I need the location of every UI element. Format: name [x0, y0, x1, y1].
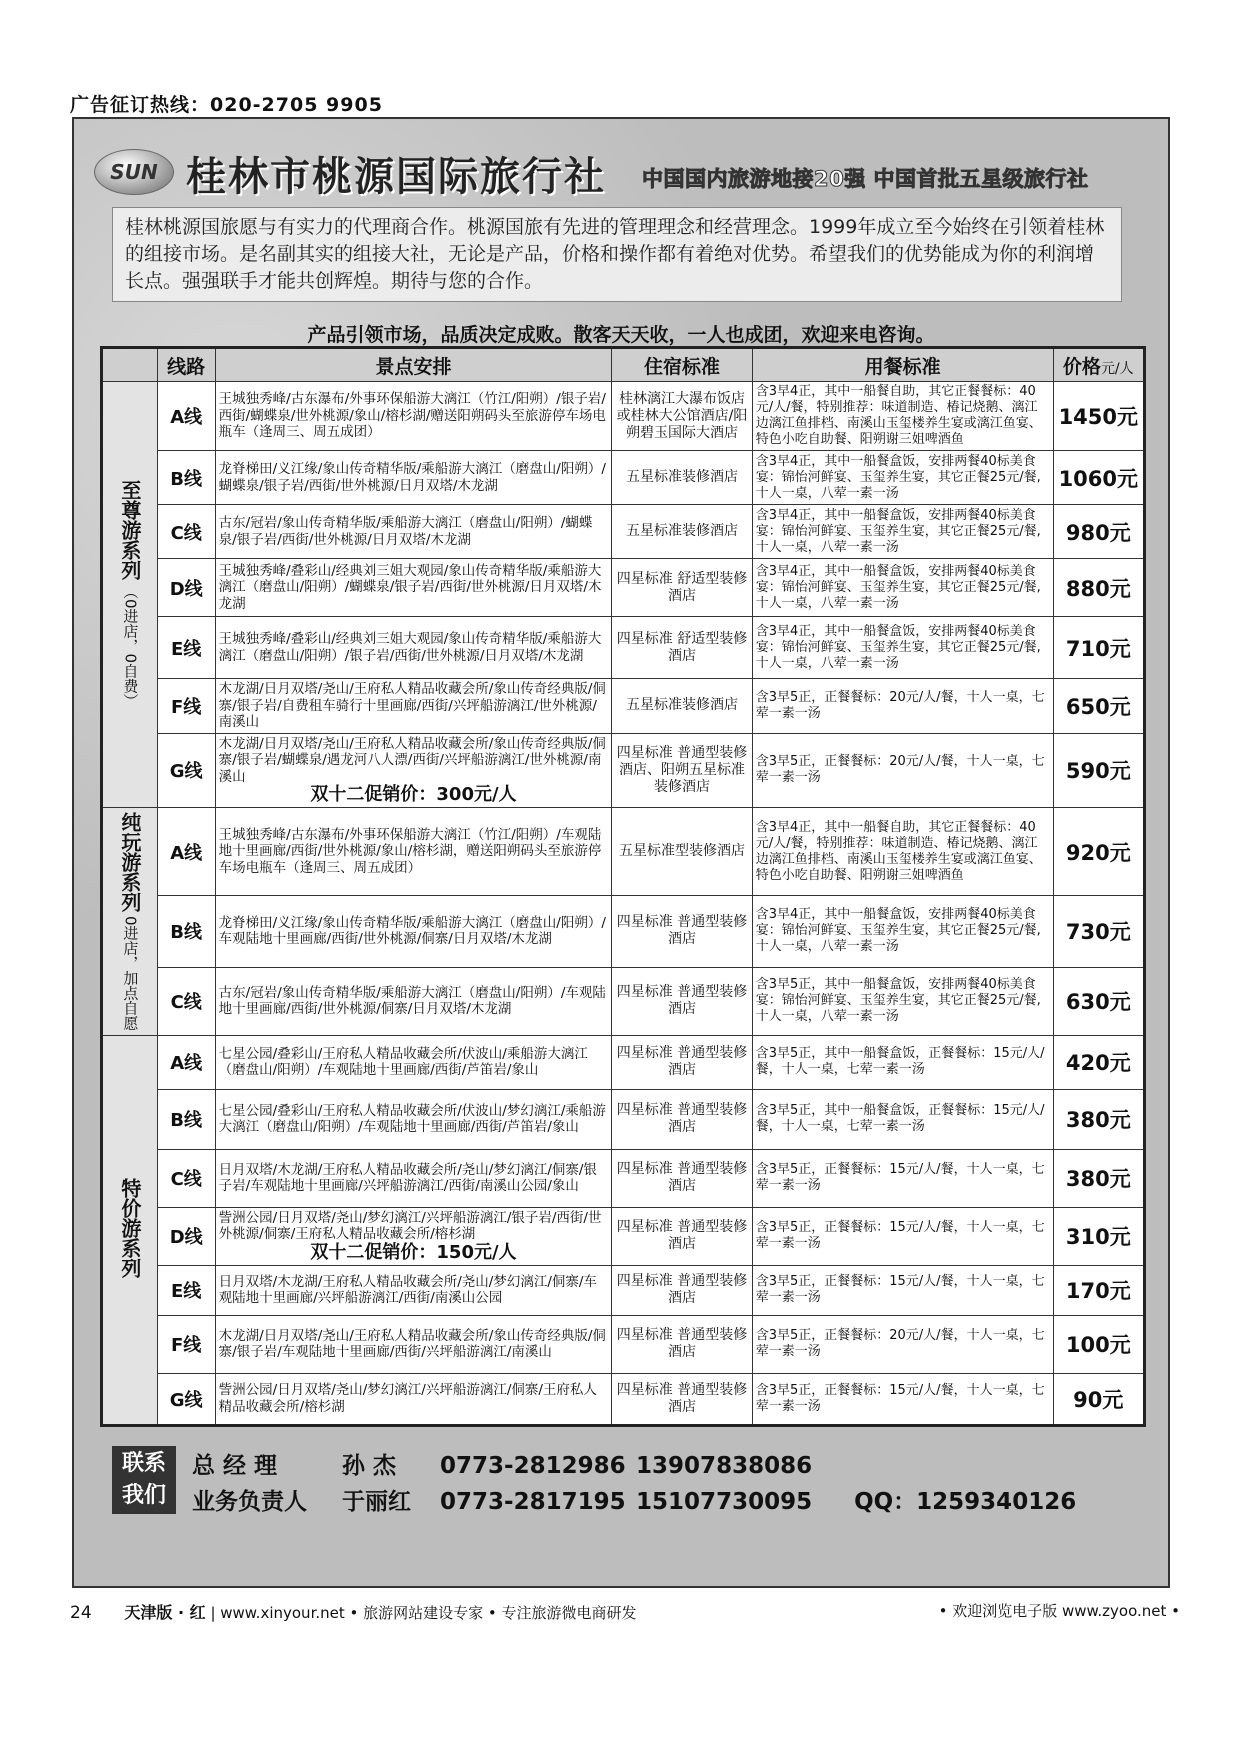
table-row: [102, 505, 1145, 559]
route-meal: 含3早5正，正餐餐标：15元/人/餐，十人一桌，七荤一素一汤: [752, 1373, 1053, 1425]
table-row: [102, 1149, 1145, 1207]
header-series: [102, 348, 158, 382]
route-meal: 含3早4正，其中一船餐盒饭，安排两餐40标美食宴：锦怡河鲜宴、玉玺养生宴，其它正餐25元/餐,十人一桌，八荤一素一汤: [752, 451, 1053, 505]
header-line: 线路: [157, 348, 215, 382]
route-price: 590元: [1053, 733, 1144, 808]
route-line: A线: [157, 808, 215, 896]
route-scenic: [215, 1315, 612, 1373]
contact-business: [192, 1483, 1076, 1516]
series-label: [102, 808, 158, 1036]
table-row: [102, 451, 1145, 505]
footer-left-text[interactable]: | www.xinyour.net • 旅游网站建设专家 • 专注旅游微电商研发: [210, 1604, 637, 1622]
business-mobile: 15107730095: [636, 1489, 813, 1515]
route-price: 380元: [1053, 1089, 1144, 1149]
route-hotel: 四星标准 舒适型装修酒店: [612, 559, 752, 617]
route-scenic: [215, 808, 612, 896]
footer-right-text[interactable]: • 欢迎浏览电子版 www.zyoo.net •: [938, 1602, 1180, 1620]
route-scenic: [215, 505, 612, 559]
route-meal: 含3早5正，正餐餐标：20元/人/餐，十人一桌，七荤一素一汤: [752, 679, 1053, 734]
route-price: 710元: [1053, 617, 1144, 679]
route-meal: 含3早5正，正餐餐标：20元/人/餐，十人一桌，七荤一素一汤: [752, 1315, 1053, 1373]
header-meal: 用餐标准: [752, 348, 1053, 382]
route-line: B线: [157, 896, 215, 968]
table-row: [102, 896, 1145, 968]
route-meal: 含3早4正，其中一船餐自助，其它正餐餐标：40元/人/餐，特别推荐：味道制造、椿记烧鹅、漓江边漓江鱼排档、南溪山玉玺楼养生宴或漓江鱼宴、特色小吃自助餐、阳朔谢三姐啤酒鱼: [752, 382, 1053, 451]
route-scenic: [215, 1265, 612, 1315]
scenic-text: 木龙湖/日月双塔/尧山/王府私人精品收藏会所/象山传奇经典版/侗寨/银子岩/蝴蝶泉/遇龙河八人漂/西街/兴坪船游漓江/世外桃源/南溪山: [218, 735, 606, 785]
page-footer: [70, 1600, 1180, 1623]
company-logo-icon: SUN: [94, 149, 174, 195]
table-row: [102, 733, 1145, 808]
route-hotel: 五星标准型装修酒店: [612, 808, 752, 896]
route-meal: 含3早5正，其中一船餐盒饭，安排两餐40标美食宴：锦怡河鲜宴、玉玺养生宴，其它正餐25元/餐,十人一桌，八荤一素一汤: [752, 967, 1053, 1035]
table-row: [102, 1265, 1145, 1315]
route-scenic: [215, 733, 612, 808]
route-price: 650元: [1053, 679, 1144, 734]
promo-price: 双十二促销价：300元/人: [310, 784, 517, 805]
company-name: 桂林市桃源国际旅行社: [186, 153, 606, 200]
table-header-row: [102, 348, 1145, 382]
route-line: E线: [157, 617, 215, 679]
route-meal: 含3早5正，正餐餐标：20元/人/餐，十人一桌，七荤一素一汤: [752, 733, 1053, 808]
scenic-text: 訾洲公园/日月双塔/尧山/梦幻漓江/兴坪船游漓江/侗寨/王府私人精品收藏会所/榕杉湖: [218, 1382, 597, 1415]
route-hotel: 五星标准装修酒店: [612, 451, 752, 505]
company-slogan: 中国国内旅游地接20强 中国首批五星级旅行社: [642, 167, 1089, 191]
scenic-text: 七星公园/叠彩山/王府私人精品收藏会所/伏波山/梦幻漓江/乘船游大漓江（磨盘山/阳朔）/车观陆地十里画廊/西街/芦笛岩/象山: [218, 1102, 606, 1136]
table-row: [102, 1373, 1145, 1425]
table-row: [102, 559, 1145, 617]
company-intro: 桂林桃源国旅愿与有实力的代理商合作。桃源国旅有先进的管理理念和经营理念。1999年成立至今始终在引领着桂林的组接市场。是名副其实的组接大社，无论是产品，价格和操作都有着绝对优势。希望我们的优势能成为你的利润增长点。强强联手才能共创辉煌。期待与您的合作。: [112, 207, 1122, 302]
scenic-text: 王城独秀峰/古东瀑布/外事环保船游大漓江（竹江/阳朔）/车观陆地十里画廊/西街/世外桃源/象山/榕杉湖，赠送阳朔码头至旅游停车场电瓶车（逢周三、周五成团）: [218, 826, 602, 876]
manager-tel: 0773-2812986: [440, 1453, 626, 1479]
route-line: C线: [157, 1149, 215, 1207]
scenic-text: 七星公园/叠彩山/王府私人精品收藏会所/伏波山/乘船游大漓江（磨盘山/阳朔）/车观陆地十里画廊/西街/芦笛岩/象山: [218, 1045, 588, 1079]
business-name: 于丽红: [342, 1489, 412, 1515]
route-line: A线: [157, 1035, 215, 1089]
contact-section: [74, 1437, 1168, 1527]
scenic-text: 龙脊梯田/义江缘/象山传奇精华版/乘船游大漓江（磨盘山/阳朔）/蝴蝶泉/银子岩/西街/世外桃源/日月双塔/木龙湖: [218, 461, 606, 494]
route-line: B线: [157, 451, 215, 505]
series-label: [102, 382, 158, 808]
route-scenic: [215, 967, 612, 1035]
route-price: 100元: [1053, 1315, 1144, 1373]
route-meal: 含3早4正，其中一船餐盒饭，安排两餐40标美食宴：锦怡河鲜宴、玉玺养生宴，其它正餐25元/餐,十人一桌，八荤一素一汤: [752, 617, 1053, 679]
route-line: D线: [157, 1207, 215, 1265]
tagline: 产品引领市场，品质决定成败。散客天天收，一人也成团，欢迎来电咨询。: [307, 324, 935, 346]
route-line: F线: [157, 679, 215, 734]
route-meal: 含3早4正，其中一船餐盒饭，安排两餐40标美食宴：锦怡河鲜宴、玉玺养生宴，其它正餐25元/餐,十人一桌，八荤一素一汤: [752, 896, 1053, 968]
route-hotel: 四星标准 舒适型装修酒店: [612, 617, 752, 679]
scenic-text: 王城独秀峰/叠彩山/经典刘三姐大观园/象山传奇精华版/乘船游大漓江（磨盘山/阳朔）/银子岩/西街/世外桃源/日月双塔/木龙湖: [218, 631, 602, 664]
scenic-text: 龙脊梯田/义江缘/象山传奇精华版/乘船游大漓江（磨盘山/阳朔）/车观陆地十里画廊/西街/世外桃源/侗寨/日月双塔/木龙湖: [218, 914, 606, 948]
route-hotel: 五星标准装修酒店: [612, 679, 752, 734]
route-meal: 含3早4正，其中一船餐自助，其它正餐餐标：40元/人/餐，特别推荐：味道制造、椿记烧鹅、漓江边漓江鱼排档、南溪山玉玺楼养生宴或漓江鱼宴、特色小吃自助餐、阳朔谢三姐啤酒鱼: [752, 808, 1053, 896]
route-price: 420元: [1053, 1035, 1144, 1089]
edition-label: 天津版 · 红: [124, 1603, 206, 1622]
route-meal: 含3早5正，正餐餐标：15元/人/餐，十人一桌，七荤一素一汤: [752, 1265, 1053, 1315]
route-line: A线: [157, 382, 215, 451]
route-hotel: 桂林漓江大瀑布饭店或桂林大公馆酒店/阳朔碧玉国际大酒店: [612, 382, 752, 451]
table-row: [102, 967, 1145, 1035]
table-row: [102, 1207, 1145, 1265]
route-hotel: 四星标准 普通型装修酒店: [612, 967, 752, 1035]
table-row: [102, 1035, 1145, 1089]
route-price: 310元: [1053, 1207, 1144, 1265]
route-price: 380元: [1053, 1149, 1144, 1207]
route-scenic: [215, 679, 612, 734]
route-scenic: [215, 1373, 612, 1425]
route-price: 1060元: [1053, 451, 1144, 505]
promo-price: 双十二促销价：150元/人: [310, 1241, 517, 1263]
scenic-text: 古东/冠岩/象山传奇精华版/乘船游大漓江（磨盘山/阳朔）/蝴蝶泉/银子岩/西街/世外桃源/日月双塔/木龙湖: [218, 515, 593, 548]
header-price: 价格元/人: [1053, 348, 1144, 382]
route-line: G线: [157, 733, 215, 808]
route-meal: 含3早5正，其中一船餐盒饭，正餐餐标：15元/人/餐，十人一桌，七荤一素一汤: [752, 1035, 1053, 1089]
route-price: 630元: [1053, 967, 1144, 1035]
route-hotel: 四星标准 普通型装修酒店: [612, 1315, 752, 1373]
contact-label: 联系 我们: [112, 1446, 176, 1514]
route-scenic: [215, 382, 612, 451]
contact-manager: [192, 1447, 846, 1480]
scenic-text: 木龙湖/日月双塔/尧山/王府私人精品收藏会所/象山传奇经典版/侗寨/银子岩/自费租车骑行十里画廊/西街/兴坪船游漓江/世外桃源/南溪山: [218, 681, 606, 730]
series-name: 特价游系列: [117, 1177, 142, 1278]
route-hotel: 五星标准装修酒店: [612, 505, 752, 559]
header-scenic: 景点安排: [215, 348, 612, 382]
route-price: 170元: [1053, 1265, 1144, 1315]
scenic-text: 日月双塔/木龙湖/王府私人精品收藏会所/尧山/梦幻漓江/侗寨/车观陆地十里画廊/兴坪船游漓江/西街/南溪山公园: [218, 1273, 597, 1307]
scenic-text: 王城独秀峰/叠彩山/经典刘三姐大观园/象山传奇精华版/乘船游大漓江（磨盘山/阳朔）/蝴蝶泉/银子岩/西街/世外桃源/日月双塔/木龙湖: [218, 562, 602, 612]
route-line: F线: [157, 1315, 215, 1373]
route-hotel: 四星标准 普通型装修酒店: [612, 1089, 752, 1149]
tour-price-table: [100, 346, 1146, 1427]
manager-name: 孙 杰: [342, 1453, 397, 1479]
route-line: B线: [157, 1089, 215, 1149]
route-price: 730元: [1053, 896, 1144, 968]
manager-title: 总 经 理: [192, 1453, 278, 1479]
route-scenic: [215, 451, 612, 505]
route-hotel: 四星标准 普通型装修酒店: [612, 1207, 752, 1265]
series-note: （0进店，0自费）: [121, 584, 140, 709]
route-meal: 含3早5正，正餐餐标：15元/人/餐，十人一桌，七荤一素一汤: [752, 1207, 1053, 1265]
route-line: C线: [157, 967, 215, 1035]
route-scenic: [215, 1035, 612, 1089]
route-line: G线: [157, 1373, 215, 1425]
table-row: [102, 808, 1145, 896]
ad-hotline: 广告征订热线：020-2705 9905: [70, 94, 383, 116]
route-price: 1450元: [1053, 382, 1144, 451]
scenic-text: 日月双塔/木龙湖/王府私人精品收藏会所/尧山/梦幻漓江/侗寨/银子岩/车观陆地十里画廊/兴坪船游漓江/西街/南溪山公园/象山: [218, 1161, 597, 1195]
series-note: 0进店，加点自愿: [121, 916, 140, 1031]
route-price: 920元: [1053, 808, 1144, 896]
series-name: 至尊游系列: [117, 480, 142, 581]
ad-frame: [72, 117, 1170, 1588]
route-price: 980元: [1053, 505, 1144, 559]
route-scenic: [215, 559, 612, 617]
table-row: [102, 1089, 1145, 1149]
manager-mobile: 13907838086: [636, 1453, 813, 1479]
table-row: [102, 679, 1145, 734]
route-hotel: 四星标准 普通型装修酒店: [612, 1373, 752, 1425]
series-label: [102, 1035, 158, 1425]
route-hotel: 四星标准 普通型装修酒店: [612, 1035, 752, 1089]
header-hotel: 住宿标准: [612, 348, 752, 382]
scenic-text: 王城独秀峰/古东瀑布/外事环保船游大漓江（竹江/阳朔）/银子岩/西街/蝴蝶泉/世外桃源/象山/榕杉湖/赠送阳朔码头至旅游停车场电瓶车（逢周三、周五成团）: [218, 391, 606, 441]
route-meal: 含3早5正，正餐餐标：15元/人/餐，十人一桌，七荤一素一汤: [752, 1149, 1053, 1207]
route-scenic: [215, 1089, 612, 1149]
business-tel: 0773-2817195: [440, 1489, 626, 1515]
route-hotel: 四星标准 普通型装修酒店: [612, 896, 752, 968]
route-meal: 含3早4正，其中一船餐盒饭，安排两餐40标美食宴：锦怡河鲜宴、玉玺养生宴，其它正餐25元/餐,十人一桌，八荤一素一汤: [752, 505, 1053, 559]
route-scenic: [215, 1207, 612, 1265]
scenic-text: 古东/冠岩/象山传奇精华版/乘船游大漓江（磨盘山/阳朔）/车观陆地十里画廊/西街/世外桃源/侗寨/日月双塔/木龙湖: [218, 984, 606, 1018]
business-qq: QQ：1259340126: [854, 1489, 1077, 1515]
business-title: 业务负责人: [192, 1489, 307, 1515]
table-row: [102, 1315, 1145, 1373]
page-number: 24: [70, 1603, 92, 1623]
series-name: 纯玩游系列: [117, 812, 142, 912]
table-row: [102, 617, 1145, 679]
scenic-text: 木龙湖/日月双塔/尧山/王府私人精品收藏会所/象山传奇经典版/侗寨/银子岩/车观陆地十里画廊/西街/兴坪船游漓江/南溪山: [218, 1327, 606, 1361]
route-hotel: 四星标准 普通型装修酒店: [612, 1265, 752, 1315]
scenic-text: 訾洲公园/日月双塔/尧山/梦幻漓江/兴坪船游漓江/银子岩/西街/世外桃源/侗寨/王府私人精品收藏会所/榕杉湖: [218, 1209, 602, 1243]
route-hotel: 四星标准 普通型装修酒店、阳朔五星标准装修酒店: [612, 733, 752, 808]
route-scenic: [215, 1149, 612, 1207]
route-line: D线: [157, 559, 215, 617]
route-scenic: [215, 617, 612, 679]
route-line: C线: [157, 505, 215, 559]
route-meal: 含3早4正，其中一船餐盒饭，安排两餐40标美食宴：锦怡河鲜宴、玉玺养生宴，其它正餐25元/餐,十人一桌，八荤一素一汤: [752, 559, 1053, 617]
route-scenic: [215, 896, 612, 968]
route-price: 880元: [1053, 559, 1144, 617]
route-line: E线: [157, 1265, 215, 1315]
route-price: 90元: [1053, 1373, 1144, 1425]
route-meal: 含3早5正，其中一船餐盒饭，正餐餐标：15元/人/餐，十人一桌，七荤一素一汤: [752, 1089, 1053, 1149]
table-row: [102, 382, 1145, 451]
route-hotel: 四星标准 普通型装修酒店: [612, 1149, 752, 1207]
